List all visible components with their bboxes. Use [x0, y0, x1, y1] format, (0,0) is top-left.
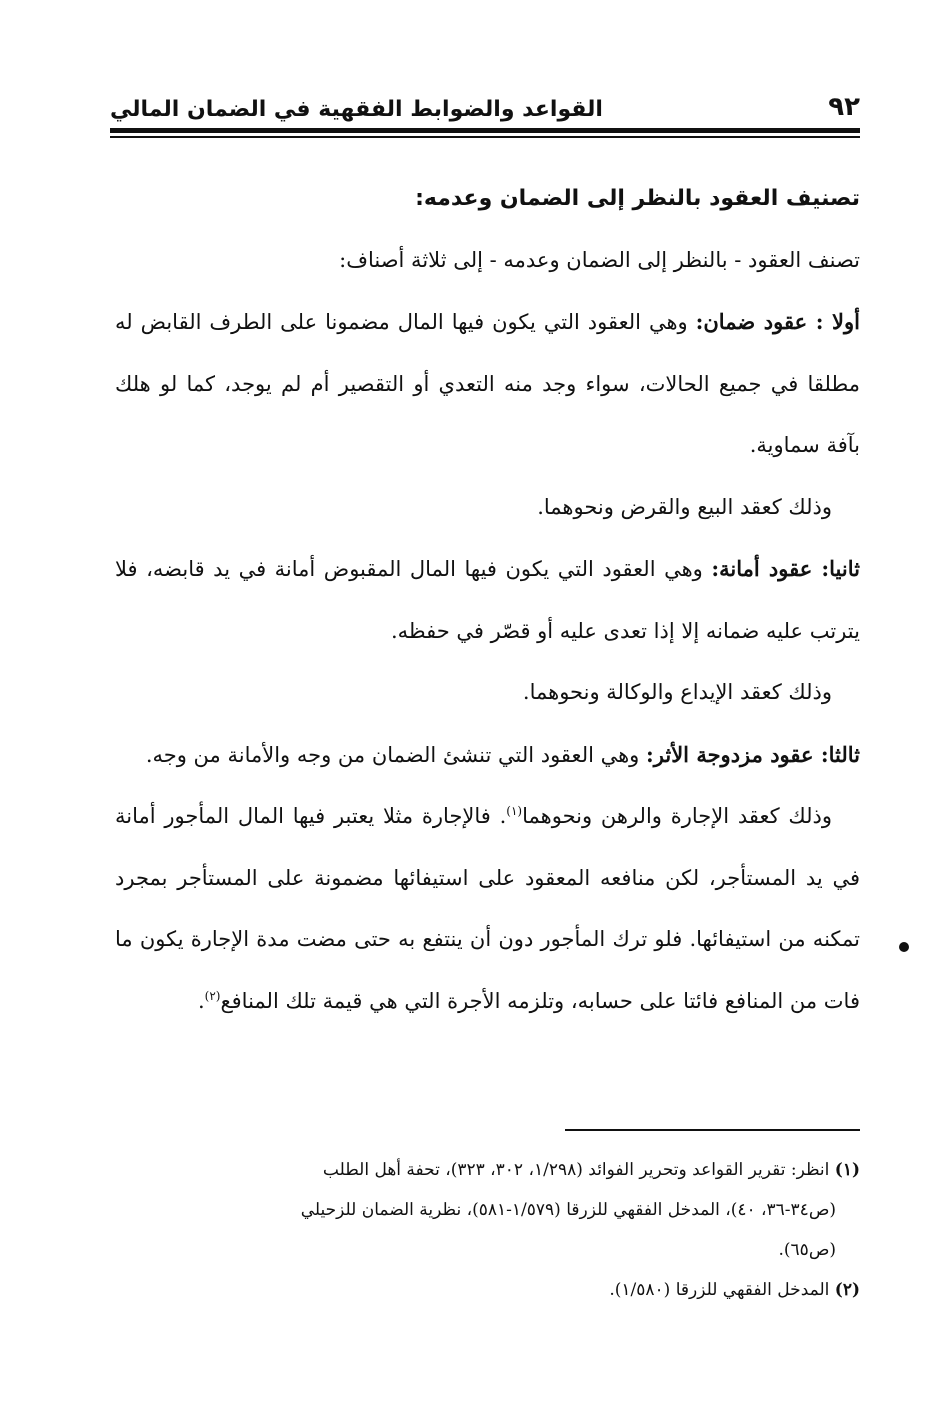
- body-text: [115, 168, 860, 1032]
- running-header: [110, 88, 860, 122]
- page-number: ٩٢: [828, 92, 860, 122]
- third-example-end: .: [197, 988, 205, 1013]
- footnote-1-line-2: (ص٣٤-٣٦، ٤٠)، المدخل الفقهي للزرقا (١/٥٧٩-٥٨١)، نظرية الضمان للزحيلي: [300, 1200, 836, 1220]
- paragraph-second-type: [115, 538, 860, 662]
- footnotes: [115, 1150, 860, 1310]
- section-heading: تصنيف العقود بالنظر إلى الضمان وعدمه:: [415, 186, 860, 211]
- third-type-text: وهي العقود التي تنشئ الضمان من وجه والأمانة من وجه.: [145, 742, 640, 767]
- footnote-separator: [565, 1129, 860, 1131]
- footnote-2-mark: (٢): [834, 1280, 860, 1300]
- third-type-example: [115, 786, 860, 1032]
- section-intro: تصنف العقود - بالنظر إلى الضمان وعدمه - إلى ثلاثة أصناف:: [339, 247, 860, 272]
- paragraph-first-type: [115, 291, 860, 477]
- margin-bullet: [899, 942, 909, 952]
- footnote-1: [115, 1150, 860, 1190]
- footnote-2: [115, 1270, 860, 1310]
- second-type-lead: ثانيا: عقود أمانة:: [711, 556, 860, 581]
- second-type-text: وهي العقود التي يكون فيها المال المقبوض أمانة في يد قابضه، فلا يترتب عليه ضمانه إلا إذا تعدى عليه أو قصّر في حفظه.: [115, 557, 860, 643]
- paragraph-third-type: [115, 724, 860, 787]
- footnote-1-line-3: (ص٦٥).: [778, 1240, 836, 1260]
- second-type-example: وذلك كعقد الإيداع والوكالة ونحوهما.: [522, 680, 832, 704]
- third-example-rest: . فالإجارة مثلا يعتبر فيها المال المأجور أمانة في يد المستأجر، لكن منافعه المعقود على استيفائها مضمونة على المستأجر بمجرد تمكنه من استيفائها. فلو ترك المأجور دون أن ينتفع به حتى مضت مدة الإجارة يكون ما فات من المنافع فائتا على حسابه، وتلزمه الأجرة التي هي قيمة تلك المنافع: [115, 804, 860, 1013]
- footnote-1-line-1: انظر: تقرير القواعد وتحرير الفوائد (١/٢٩٨، ٣٠٢، ٣٢٣)، تحفة أهل الطلب: [322, 1160, 830, 1180]
- footnote-ref-1[interactable]: (١): [506, 804, 523, 818]
- first-type-example: وذلك كعقد البيع والقرض ونحوهما.: [537, 494, 832, 519]
- footnote-ref-2[interactable]: (٢): [204, 988, 221, 1003]
- header-rule-thin: [110, 136, 860, 138]
- header-rule-thick: [110, 128, 860, 133]
- first-type-text: وهي العقود التي يكون فيها المال مضمونا على الطرف القابض له مطلقا في جميع الحالات، سواء وجد منه التعدي أو التقصير أم لم يوجد، كما لو هلك بآفة سماوية.: [115, 310, 860, 457]
- third-type-lead: ثالثا: عقود مزدوجة الأثر:: [646, 741, 860, 767]
- book-title: القواعد والضوابط الفقهية في الضمان المالي: [110, 97, 603, 122]
- third-example-start: وذلك كعقد الإجارة والرهن ونحوهما: [522, 804, 832, 828]
- footnote-1-mark: (١): [834, 1160, 860, 1180]
- first-type-lead: أولا : عقود ضمان:: [695, 309, 860, 334]
- footnote-2-text: المدخل الفقهي للزرقا (١/٥٨٠).: [609, 1280, 830, 1300]
